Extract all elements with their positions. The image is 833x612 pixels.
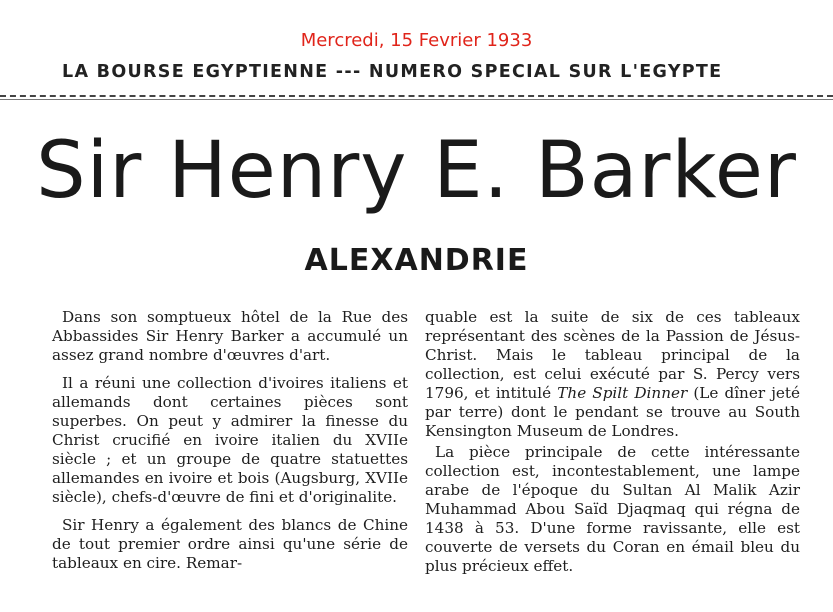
newspaper-masthead: LA BOURSE EGYPTIENNE --- NUMERO SPECIAL SUR L'EGYPTE [62, 62, 723, 82]
paragraph-3-continued-end: (Le dîner jeté par terre) dont le pendant se trouve au South Kensington Museum de Londres. [425, 384, 800, 440]
paragraph-4: La pièce principale de cette intéressante collection est, incontestablement, une lampe arabe de l'époque du Sultan Al Malik Azir Muhammad Abou Saïd Djaqmaq qui régna de 1438 à 53. D'une forme ravissante, elle est couverte de versets du Coran en émail bleu du plus précieux effet. [425, 443, 800, 575]
masthead-rule-thin [0, 99, 833, 100]
article-subtitle: ALEXANDRIE [304, 243, 529, 278]
paragraph-3-continued [425, 308, 800, 441]
painting-title: The Spilt Dinner [557, 384, 688, 402]
article-right-column [425, 308, 800, 585]
paragraph-2: Il a réuni une collection d'ivoires italiens et allemands dont certaines pièces sont superbes. On peut y admirer la finesse du Christ crucifié en ivoire italien du XVIIe siècle ; et un groupe de quatre statuettes allemandes en ivoire et bois (Augsburg, XVIIe siècle), chefs-d'œuvre de fini et d'originalite. [52, 374, 408, 506]
paragraph-3: Sir Henry a également des blancs de Chine de tout premier ordre ainsi qu'une série de tableaux en cire. Remar- [52, 516, 408, 572]
issue-date: Mercredi, 15 Fevrier 1933 [300, 30, 533, 51]
article-title: Sir Henry E. Barker [36, 126, 797, 216]
paragraph-1: Dans son somptueux hôtel de la Rue des Abbassides Sir Henry Barker a accumulé un assez grand nombre d'œuvres d'art. [52, 308, 408, 364]
paragraph-3-continued-start: quable est la suite de six de ces tableaux représentant des scènes de la Passion de Jésus-Christ. Mais le tableau principal de la collection, est celui exécuté par S. Percy vers 1796, et intitulé [425, 308, 800, 402]
article-left-column [52, 308, 408, 582]
